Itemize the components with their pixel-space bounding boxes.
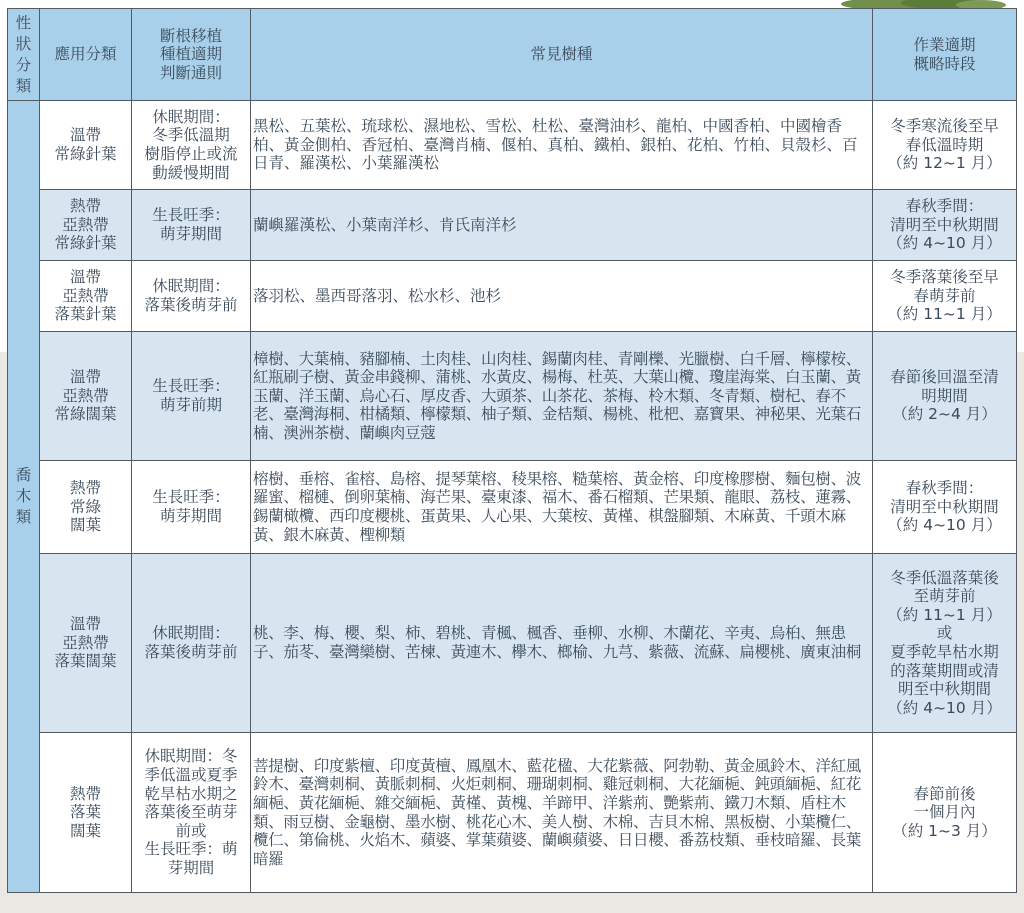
table-row [8,190,1017,261]
species-cell: 樟樹、大葉楠、豬腳楠、土肉桂、山肉桂、錫蘭肉桂、青剛櫟、光臘樹、白千層、檸檬桉、紅瓶刷子樹、黃金串錢柳、蒲桃、水黃皮、楊梅、杜英、大葉山欖、瓊崖海棠、白玉蘭、黃玉蘭、洋玉蘭、烏心石、厚皮香、大頭茶、山茶花、茶梅、柃木類、冬青類、樹杞、春不老、臺灣海桐、柑橘類、檸檬類、柚子類、金桔類、楊桃、枇杷、嘉寶果、神秘果、光葉石楠、澳洲茶樹、蘭嶼肉豆蔻 [251,332,873,461]
application-cell: 溫帶 亞熱帶 落葉闊葉 [40,554,132,733]
table-row [8,332,1017,461]
table-row [8,101,1017,190]
application-cell: 熱帶 亞熱帶 常綠針葉 [40,190,132,261]
table-row [8,554,1017,733]
rule-cell: 生長旺季： 萌芽前期 [132,332,251,461]
period-cell: 春秋季間： 清明至中秋期間 （約 4~10 月） [873,190,1017,261]
table-row [8,461,1017,554]
header-period: 作業適期 概略時段 [873,9,1017,101]
application-cell: 溫帶 亞熱帶 落葉針葉 [40,261,132,332]
application-cell: 溫帶 常綠針葉 [40,101,132,190]
table-row [8,261,1017,332]
header-application: 應用分類 [40,9,132,101]
application-cell: 熱帶 落葉 闊葉 [40,733,132,893]
header-species: 常見樹種 [251,9,873,101]
species-cell: 蘭嶼羅漢松、小葉南洋杉、肯氏南洋杉 [251,190,873,261]
period-cell: 春節後回溫至清 明期間 （約 2~4 月） [873,332,1017,461]
header-nature: 性狀分類 [8,9,40,101]
period-cell: 冬季低溫落葉後 至萌芽前 （約 11~1 月） 或 夏季乾旱枯水期 的落葉期間或清 明至中秋期間 （約 4~10 月） [873,554,1017,733]
rule-cell: 休眠期間：冬 季低溫或夏季 乾旱枯水期之 落葉後至萌芽 前或 生長旺季：萌 芽期間 [132,733,251,893]
period-cell: 春秋季間： 清明至中秋期間 （約 4~10 月） [873,461,1017,554]
transplant-period-table [7,8,1017,893]
rule-cell: 生長旺季： 萌芽期間 [132,461,251,554]
period-cell: 冬季寒流後至早 春低溫時期 （約 12~1 月） [873,101,1017,190]
category-cell [8,101,40,893]
species-cell: 落羽松、墨西哥落羽、松水杉、池杉 [251,261,873,332]
rule-cell: 休眠期間： 落葉後萌芽前 [132,554,251,733]
rule-cell: 生長旺季： 萌芽期間 [132,190,251,261]
category-label: 喬木類 [15,466,32,526]
application-cell: 溫帶 亞熱帶 常綠闊葉 [40,332,132,461]
period-cell: 春節前後 一個月內 （約 1~3 月） [873,733,1017,893]
rule-cell: 休眠期間： 冬季低溫期 樹脂停止或流 動緩慢期間 [132,101,251,190]
table-row [8,733,1017,893]
header-row [8,9,1017,101]
period-cell: 冬季落葉後至早 春萌芽前 （約 11~1 月） [873,261,1017,332]
species-cell: 桃、李、梅、櫻、梨、柿、碧桃、青楓、楓香、垂柳、水柳、木蘭花、辛夷、烏桕、無患子、茄苳、臺灣欒樹、苦楝、黃連木、欅木、榔榆、九芎、紫薇、流蘇、扁櫻桃、廣東油桐 [251,554,873,733]
species-cell: 榕樹、垂榕、雀榕、島榕、提琴葉榕、稜果榕、糙葉榕、黃金榕、印度橡膠樹、麵包樹、波羅蜜、榴槤、倒卵葉楠、海芒果、臺東漆、福木、番石榴類、芒果類、龍眼、荔枝、蓮霧、錫蘭橄欖、西印度櫻桃、蛋黃果、人心果、大葉桉、黃槿、棋盤腳類、木麻黃、千頭木麻黃、銀木麻黃、檉柳類 [251,461,873,554]
application-cell: 熱帶 常綠 闊葉 [40,461,132,554]
rule-cell: 休眠期間： 落葉後萌芽前 [132,261,251,332]
species-cell: 黑松、五葉松、琉球松、濕地松、雪松、杜松、臺灣油杉、龍柏、中國香柏、中國檜香柏、黃金側柏、香冠柏、臺灣肖楠、偃柏、真柏、鐵柏、銀柏、花柏、竹柏、貝殼杉、百日青、羅漢松、小葉羅漢松 [251,101,873,190]
header-rule: 斷根移植 種植適期 判斷通則 [132,9,251,101]
species-cell: 菩提樹、印度紫檀、印度黃檀、鳳凰木、藍花楹、大花紫薇、阿勃勒、黃金風鈴木、洋紅風鈴木、臺灣刺桐、黃脈刺桐、火炬刺桐、珊瑚刺桐、雞冠刺桐、大花緬梔、鈍頭緬梔、紅花緬梔、黃花緬梔、雜交緬梔、黃槿、黃槐、羊蹄甲、洋紫荊、艷紫荊、鐵刀木類、盾柱木類、雨豆樹、金龜樹、墨水樹、桃花心木、美人樹、木棉、吉貝木棉、黑板樹、小葉欖仁、欖仁、第倫桃、火焰木、蘋婆、掌葉蘋婆、蘭嶼蘋婆、日日櫻、番荔枝類、垂枝暗羅、長葉暗羅 [251,733,873,893]
